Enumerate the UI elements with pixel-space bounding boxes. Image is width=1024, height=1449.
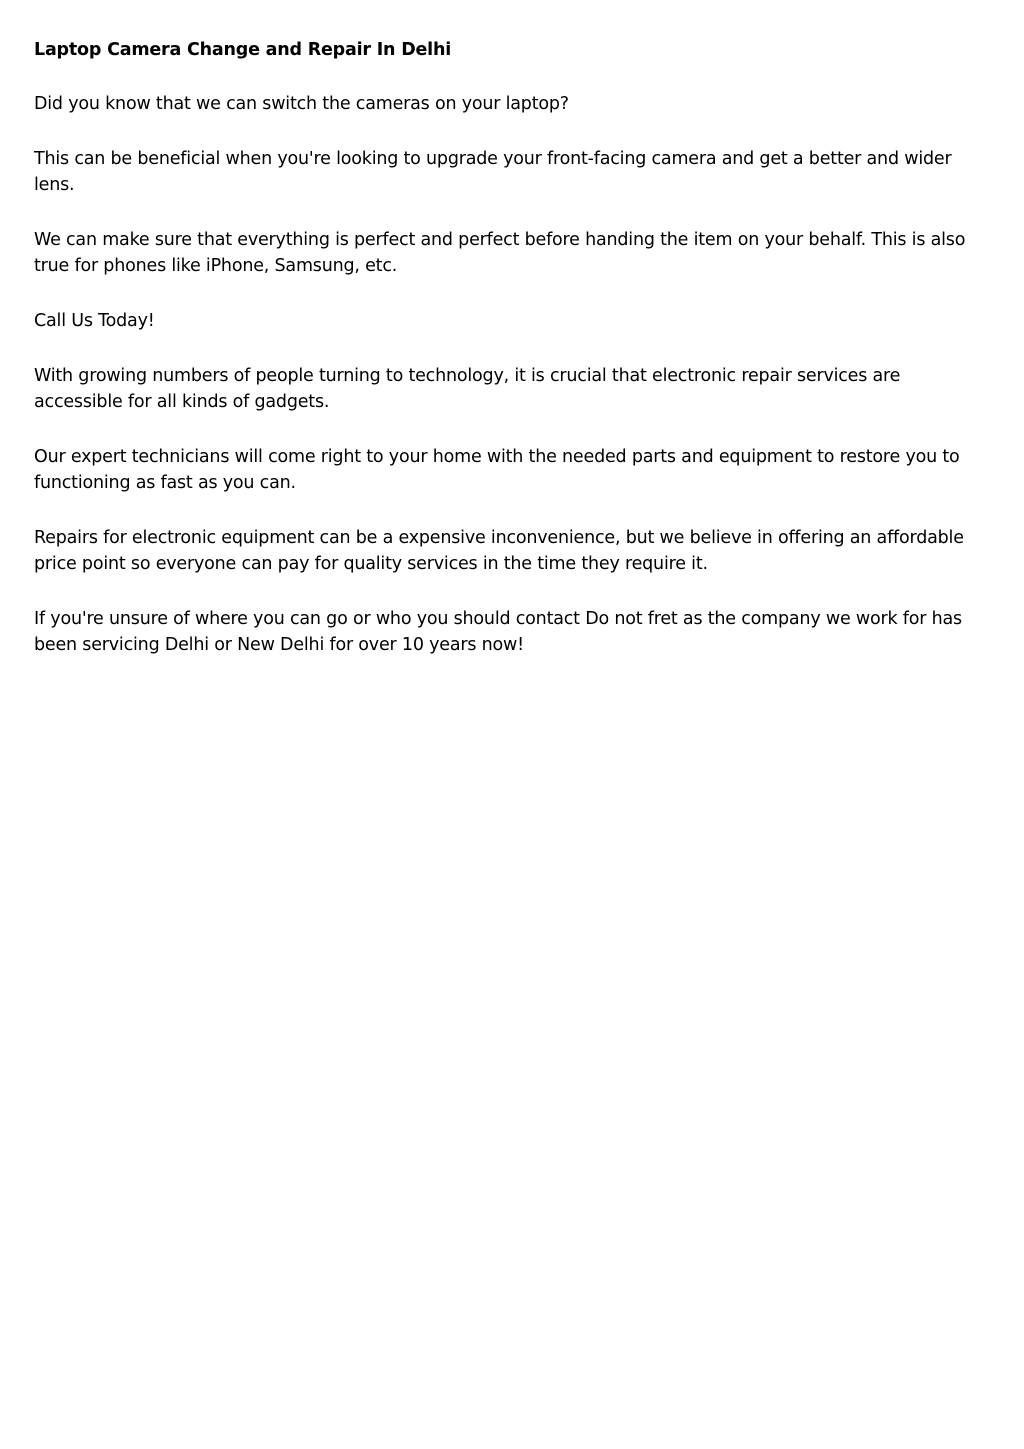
- paragraph-affordable-pricing: Repairs for electronic equipment can be a expensive inconvenience, but we believe in offering an affordable price point so everyone can pay for quality services in the time they require it.: [34, 528, 964, 574]
- document-title: Laptop Camera Change and Repair In Delhi: [34, 40, 452, 60]
- paragraph-guarantee: We can make sure that everything is perfect and perfect before handing the item on your behalf. This is also true for phones like iPhone, Samsung, etc.: [34, 230, 966, 276]
- paragraph-benefit: This can be beneficial when you're looking to upgrade your front-facing camera and get a better and wider lens.: [34, 149, 952, 195]
- paragraph-call-to-action: Call Us Today!: [34, 311, 155, 331]
- paragraph-accessibility: With growing numbers of people turning to technology, it is crucial that electronic repair services are accessible for all kinds of gadgets.: [34, 366, 901, 412]
- paragraph-home-service: Our expert technicians will come right to your home with the needed parts and equipment to restore you to functioning as fast as you can.: [34, 447, 960, 493]
- document-page: [34, 37, 994, 687]
- paragraph-intro-question: Did you know that we can switch the cameras on your laptop?: [34, 94, 569, 114]
- paragraph-experience: If you're unsure of where you can go or who you should contact Do not fret as the company we work for has been servicing Delhi or New Delhi for over 10 years now!: [34, 609, 962, 655]
